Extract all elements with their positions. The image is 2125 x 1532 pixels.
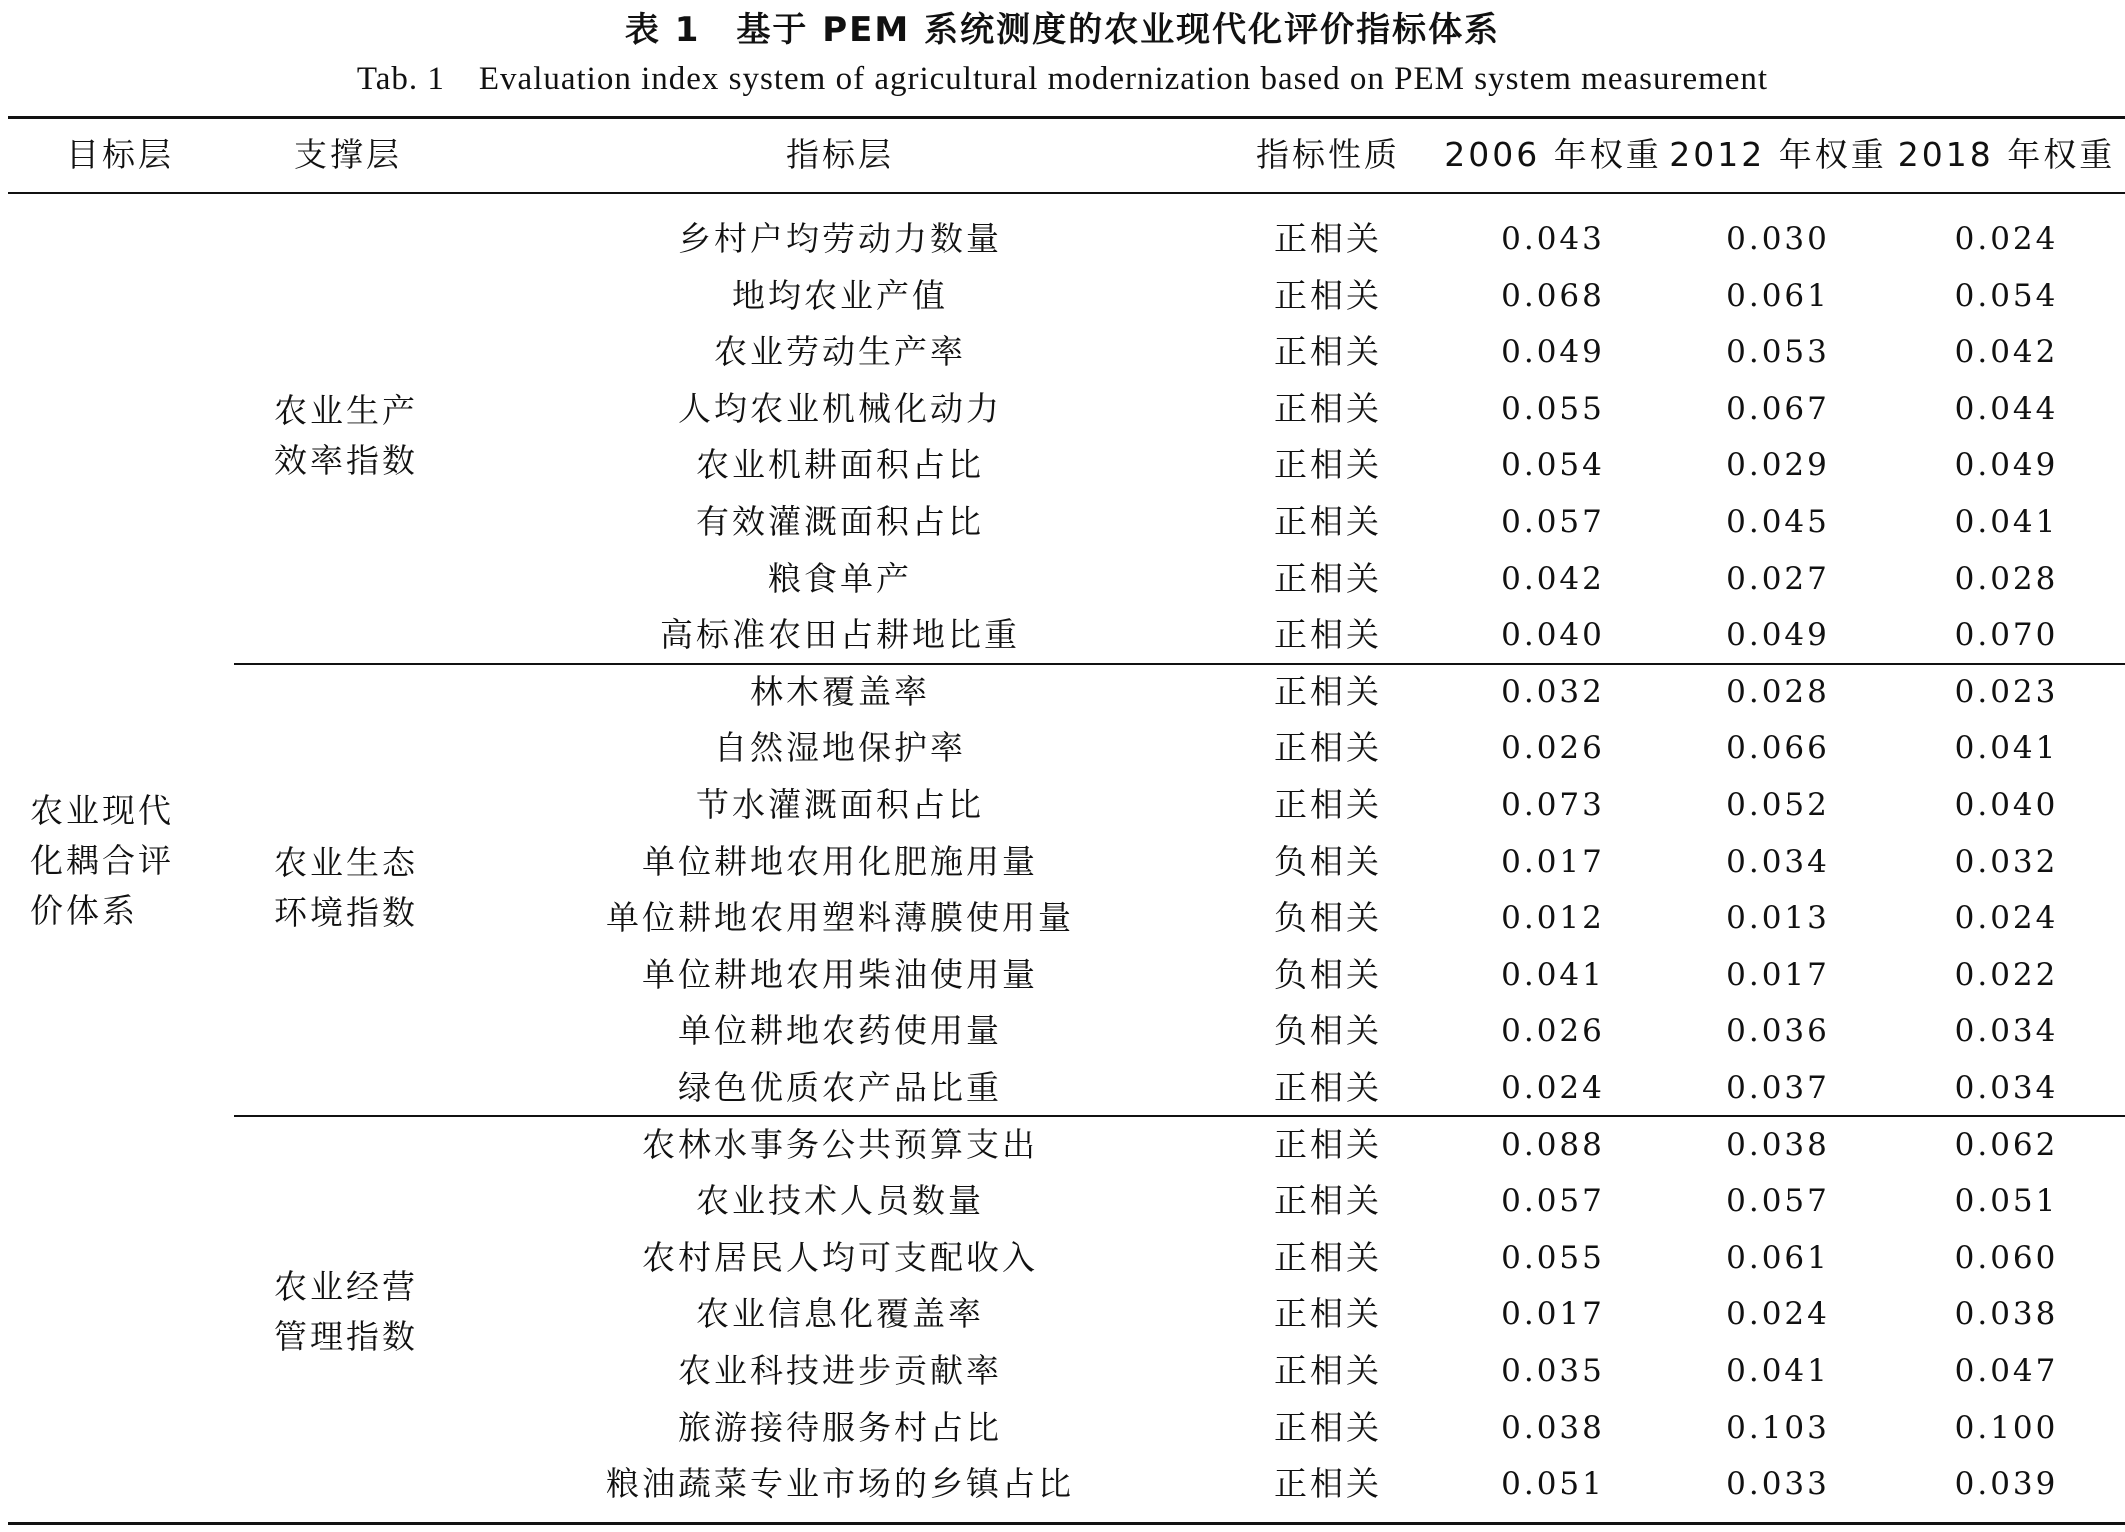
weight-2012-cell: 0.029: [1726, 447, 1830, 483]
weight-2018-cell: 0.047: [1954, 1353, 2059, 1389]
indicator-cell: 农业机耕面积占比: [696, 445, 984, 484]
weight-2012-cell: 0.066: [1726, 730, 1830, 766]
support-layer-line: 管理指数: [274, 1317, 418, 1356]
weight-2018-cell: 0.054: [1954, 278, 2059, 314]
weight-2018-cell: 0.038: [1954, 1296, 2059, 1332]
indicator-cell: 农业科技进步贡献率: [678, 1351, 1002, 1390]
indicator-cell: 农业劳动生产率: [714, 332, 966, 371]
weight-2006-cell: 0.035: [1501, 1353, 1605, 1389]
indicator-cell: 地均农业产值: [732, 276, 948, 315]
indicator-cell: 粮油蔬菜专业市场的乡镇占比: [606, 1464, 1074, 1503]
weight-2012-cell: 0.061: [1726, 278, 1830, 314]
weight-2006-cell: 0.017: [1501, 1296, 1605, 1332]
indicator-cell: 旅游接待服务村占比: [678, 1408, 1002, 1447]
weight-2018-cell: 0.070: [1954, 617, 2059, 653]
weight-2006-cell: 0.057: [1501, 504, 1605, 540]
weight-2006-cell: 0.026: [1501, 730, 1605, 766]
indicator-cell: 单位耕地农用柴油使用量: [642, 955, 1038, 994]
nature-cell: 正相关: [1274, 728, 1382, 767]
weight-2018-cell: 0.024: [1954, 221, 2059, 257]
weight-2006-cell: 0.024: [1501, 1070, 1605, 1106]
weight-2012-cell: 0.053: [1726, 334, 1830, 370]
weight-2006-cell: 0.043: [1501, 221, 1605, 257]
nature-cell: 正相关: [1274, 1125, 1382, 1164]
weight-2012-cell: 0.045: [1726, 504, 1830, 540]
nature-cell: 正相关: [1274, 1464, 1382, 1503]
weight-2012-cell: 0.027: [1726, 561, 1830, 597]
column-header: 目标层: [66, 135, 174, 174]
weight-2006-cell: 0.088: [1501, 1127, 1605, 1163]
support-layer-line: 环境指数: [274, 893, 418, 932]
indicator-cell: 农村居民人均可支配收入: [642, 1238, 1038, 1277]
weight-2018-cell: 0.034: [1954, 1070, 2059, 1106]
nature-cell: 正相关: [1274, 1181, 1382, 1220]
indicator-cell: 粮食单产: [768, 559, 912, 598]
weight-2006-cell: 0.057: [1501, 1183, 1605, 1219]
indicator-cell: 农林水事务公共预算支出: [642, 1125, 1038, 1164]
target-layer-line: 农业现代: [30, 791, 174, 830]
nature-cell: 正相关: [1274, 1351, 1382, 1390]
weight-2018-cell: 0.040: [1954, 787, 2059, 823]
indicator-cell: 单位耕地农用塑料薄膜使用量: [606, 898, 1074, 937]
column-header: 支撑层: [294, 135, 402, 174]
weight-2018-cell: 0.051: [1954, 1183, 2059, 1219]
weight-2006-cell: 0.012: [1501, 900, 1605, 936]
support-layer-line: 农业生态: [274, 843, 418, 882]
indicator-cell: 自然湿地保护率: [714, 728, 966, 767]
weight-2018-cell: 0.032: [1954, 844, 2059, 880]
weight-2006-cell: 0.040: [1501, 617, 1605, 653]
weight-2018-cell: 0.062: [1954, 1127, 2059, 1163]
weight-2006-cell: 0.068: [1501, 278, 1605, 314]
weight-2006-cell: 0.055: [1501, 391, 1605, 427]
weight-2006-cell: 0.017: [1501, 844, 1605, 880]
indicator-cell: 乡村户均劳动力数量: [678, 219, 1002, 258]
nature-cell: 负相关: [1274, 842, 1382, 881]
weight-2018-cell: 0.041: [1954, 504, 2059, 540]
indicator-cell: 单位耕地农药使用量: [678, 1011, 1002, 1050]
weight-2012-cell: 0.038: [1726, 1127, 1830, 1163]
nature-cell: 正相关: [1274, 219, 1382, 258]
indicator-cell: 农业技术人员数量: [696, 1181, 984, 1220]
weight-2018-cell: 0.039: [1954, 1466, 2059, 1502]
nature-cell: 正相关: [1274, 615, 1382, 654]
weight-2012-cell: 0.103: [1726, 1410, 1830, 1446]
indicator-cell: 节水灌溉面积占比: [696, 785, 984, 824]
weight-2012-cell: 0.013: [1726, 900, 1830, 936]
column-header: 2012 年权重: [1669, 135, 1887, 174]
support-layer-line: 农业经营: [274, 1267, 418, 1306]
weight-2012-cell: 0.034: [1726, 844, 1830, 880]
nature-cell: 正相关: [1274, 1068, 1382, 1107]
indicator-cell: 人均农业机械化动力: [678, 389, 1002, 428]
weight-2018-cell: 0.044: [1954, 391, 2059, 427]
weight-2006-cell: 0.042: [1501, 561, 1605, 597]
indicator-cell: 农业信息化覆盖率: [696, 1294, 984, 1333]
nature-cell: 负相关: [1274, 955, 1382, 994]
weight-2012-cell: 0.028: [1726, 674, 1830, 710]
nature-cell: 正相关: [1274, 1238, 1382, 1277]
table-top-rule: [8, 116, 2125, 119]
weight-2018-cell: 0.034: [1954, 1013, 2059, 1049]
weight-2012-cell: 0.024: [1726, 1296, 1830, 1332]
target-layer-line: 价体系: [30, 891, 138, 930]
weight-2018-cell: 0.028: [1954, 561, 2059, 597]
weight-2012-cell: 0.036: [1726, 1013, 1830, 1049]
weight-2006-cell: 0.032: [1501, 674, 1605, 710]
weight-2018-cell: 0.100: [1954, 1410, 2059, 1446]
nature-cell: 正相关: [1274, 785, 1382, 824]
weight-2012-cell: 0.057: [1726, 1183, 1830, 1219]
nature-cell: 正相关: [1274, 502, 1382, 541]
indicator-cell: 林木覆盖率: [750, 672, 930, 711]
weight-2012-cell: 0.049: [1726, 617, 1830, 653]
weight-2012-cell: 0.033: [1726, 1466, 1830, 1502]
column-header: 指标性质: [1256, 135, 1400, 174]
nature-cell: 正相关: [1274, 276, 1382, 315]
nature-cell: 负相关: [1274, 898, 1382, 937]
support-layer-cell: [274, 1262, 474, 1362]
weight-2012-cell: 0.067: [1726, 391, 1830, 427]
indicator-cell: 高标准农田占耕地比重: [660, 615, 1020, 654]
nature-cell: 正相关: [1274, 559, 1382, 598]
support-layer-cell: [274, 838, 474, 938]
indicator-cell: 绿色优质农产品比重: [678, 1068, 1002, 1107]
weight-2012-cell: 0.037: [1726, 1070, 1830, 1106]
weight-2012-cell: 0.030: [1726, 221, 1830, 257]
nature-cell: 正相关: [1274, 1294, 1382, 1333]
weight-2018-cell: 0.022: [1954, 957, 2059, 993]
weight-2006-cell: 0.049: [1501, 334, 1605, 370]
support-layer-cell: [274, 386, 474, 486]
target-layer-cell: [30, 786, 230, 936]
weight-2018-cell: 0.023: [1954, 674, 2059, 710]
target-layer-line: 化耦合评: [30, 841, 174, 880]
weight-2012-cell: 0.017: [1726, 957, 1830, 993]
weight-2012-cell: 0.041: [1726, 1353, 1830, 1389]
nature-cell: 正相关: [1274, 1408, 1382, 1447]
table-title-en: Tab. 1 Evaluation index system of agricultural modernization based on PEM system measurement: [356, 61, 1769, 97]
weight-2018-cell: 0.041: [1954, 730, 2059, 766]
weight-2018-cell: 0.024: [1954, 900, 2059, 936]
weight-2006-cell: 0.041: [1501, 957, 1605, 993]
weight-2006-cell: 0.073: [1501, 787, 1605, 823]
weight-2012-cell: 0.061: [1726, 1240, 1830, 1276]
support-layer-line: 农业生产: [274, 391, 418, 430]
table-header-rule: [8, 192, 2125, 194]
indicator-cell: 单位耕地农用化肥施用量: [642, 842, 1038, 881]
table-title-cn: 表 1 基于 PEM 系统测度的农业现代化评价指标体系: [624, 10, 1501, 50]
column-header: 2018 年权重: [1897, 135, 2116, 174]
weight-2006-cell: 0.026: [1501, 1013, 1605, 1049]
table-bottom-rule: [8, 1522, 2125, 1525]
nature-cell: 正相关: [1274, 389, 1382, 428]
weight-2006-cell: 0.055: [1501, 1240, 1605, 1276]
nature-cell: 负相关: [1274, 1011, 1382, 1050]
weight-2018-cell: 0.042: [1954, 334, 2059, 370]
weight-2006-cell: 0.038: [1501, 1410, 1605, 1446]
indicator-cell: 有效灌溉面积占比: [696, 502, 984, 541]
weight-2006-cell: 0.051: [1501, 1466, 1605, 1502]
nature-cell: 正相关: [1274, 332, 1382, 371]
column-header: 2006 年权重: [1444, 135, 1662, 174]
weight-2012-cell: 0.052: [1726, 787, 1830, 823]
column-header: 指标层: [786, 135, 894, 174]
weight-2018-cell: 0.049: [1954, 447, 2059, 483]
nature-cell: 正相关: [1274, 672, 1382, 711]
support-layer-line: 效率指数: [274, 441, 418, 480]
weight-2006-cell: 0.054: [1501, 447, 1605, 483]
weight-2018-cell: 0.060: [1954, 1240, 2059, 1276]
nature-cell: 正相关: [1274, 445, 1382, 484]
